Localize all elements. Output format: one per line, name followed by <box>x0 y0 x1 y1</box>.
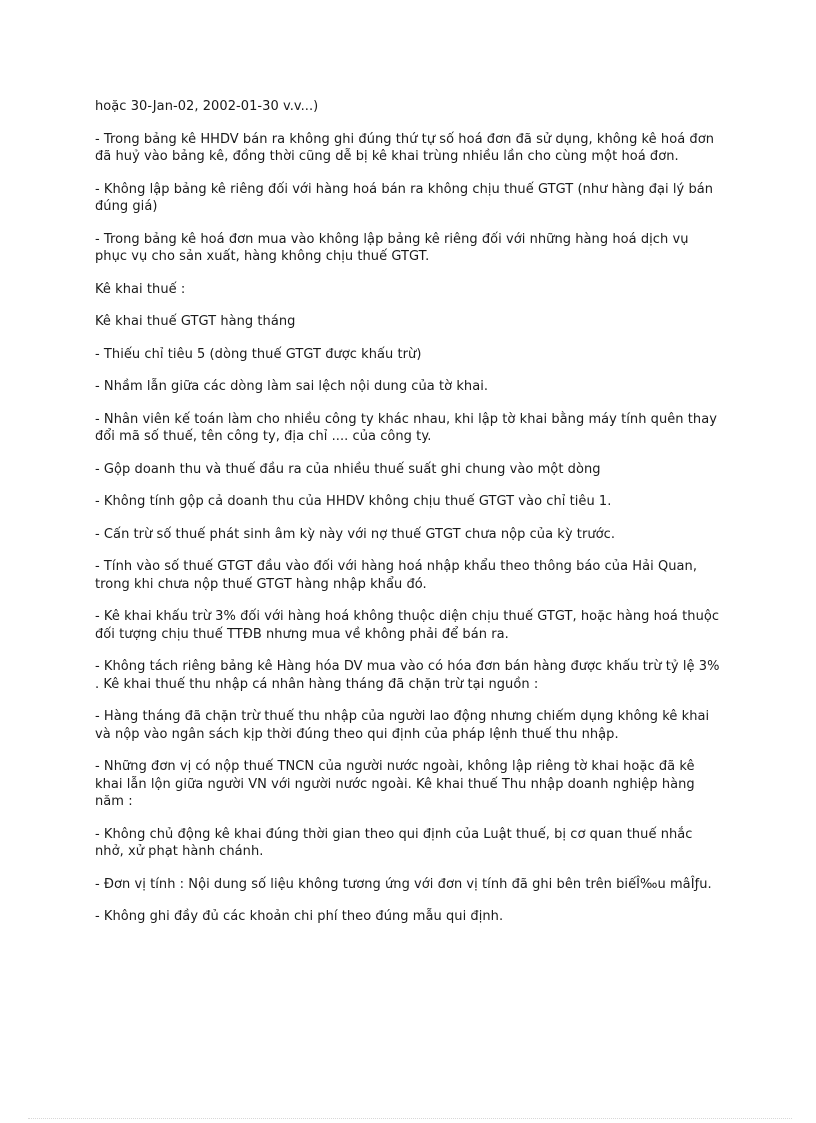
paragraph: - Không tính gộp cả doanh thu của HHDV không chịu thuế GTGT vào chỉ tiêu 1. <box>95 494 612 509</box>
paragraph: - Những đơn vị có nộp thuế TNCN của người nước ngoài, không lập riêng tờ khai hoặc đã kê khai lẫn lộn giữa người VN với người nước ngoài. Kê khai thuế Thu nhập doanh nghiệp hàng năm : <box>95 759 695 809</box>
paragraph: - Không lập bảng kê riêng đối với hàng hoá bán ra không chịu thuế GTGT (như hàng đại lý bán đúng giá) <box>95 181 714 214</box>
paragraph: - Thiếu chỉ tiêu 5 (dòng thuế GTGT được khấu trừ) <box>95 346 422 362</box>
paragraph: - Trong bảng kê HHDV bán ra không ghi đúng thứ tự số hoá đơn đã sử dụng, không kê hoá đơn đã huỷ vào bảng kê, đồng thời cũng dễ bị kê khai trùng nhiều lần cho cùng một hoá đơn. <box>95 131 714 164</box>
subsection-heading: Kê khai thuế GTGT hàng tháng <box>95 314 296 329</box>
paragraph: - Cấn trừ số thuế phát sinh âm kỳ này với nợ thuế GTGT chưa nộp của kỳ trước. <box>95 526 616 542</box>
page-bottom-divider <box>28 1118 792 1119</box>
paragraph: - Nhân viên kế toán làm cho nhiều công ty khác nhau, khi lập tờ khai bằng máy tính quên thay đổi mã số thuế, tên công ty, địa chỉ .... của công ty. <box>95 411 717 444</box>
section-heading: Kê khai thuế : <box>95 281 186 297</box>
paragraph: - Tính vào số thuế GTGT đầu vào đối với hàng hoá nhập khẩu theo thông báo của Hải Quan, trong khi chưa nộp thuế GTGT hàng nhập khẩu đó. <box>95 559 698 592</box>
paragraph: - Gộp doanh thu và thuế đầu ra của nhiều thuế suất ghi chung vào một dòng <box>95 461 601 477</box>
paragraph: - Nhầm lẫn giữa các dòng làm sai lệch nội dung của tờ khai. <box>95 379 489 394</box>
document-body <box>95 98 721 941</box>
paragraph: - Không chủ động kê khai đúng thời gian theo qui định của Luật thuế, bị cơ quan thuế nhắc nhở, xử phạt hành chánh. <box>95 826 693 859</box>
paragraph: - Đơn vị tính : Nội dung số liệu không tương ứng với đơn vị tính đã ghi bên trên biếÎ‰u mâÎƒu. <box>95 876 712 892</box>
paragraph: - Không tách riêng bảng kê Hàng hóa DV mua vào có hóa đơn bán hàng được khấu trừ tỷ lệ 3% . Kê khai thuế thu nhập cá nhân hàng tháng đã chặn trừ tại nguồn : <box>95 659 720 692</box>
paragraph: - Kê khai khấu trừ 3% đối với hàng hoá không thuộc diện chịu thuế GTGT, hoặc hàng hoá thuộc đối tượng chịu thuế TTĐB nhưng mua về không phải để bán ra. <box>95 609 720 642</box>
paragraph: - Hàng tháng đã chặn trừ thuế thu nhập của người lao động nhưng chiếm dụng không kê khai và nộp vào ngân sách kịp thời đúng theo qui định của pháp lệnh thuế thu nhập. <box>95 709 710 742</box>
paragraph: - Không ghi đầy đủ các khoản chi phí theo đúng mẫu qui định. <box>95 909 504 924</box>
paragraph: hoặc 30-Jan-02, 2002-01-30 v.v...) <box>95 99 319 114</box>
paragraph: - Trong bảng kê hoá đơn mua vào không lập bảng kê riêng đối với những hàng hoá dịch vụ phục vụ cho sản xuất, hàng không chịu thuế GTGT. <box>95 231 689 264</box>
